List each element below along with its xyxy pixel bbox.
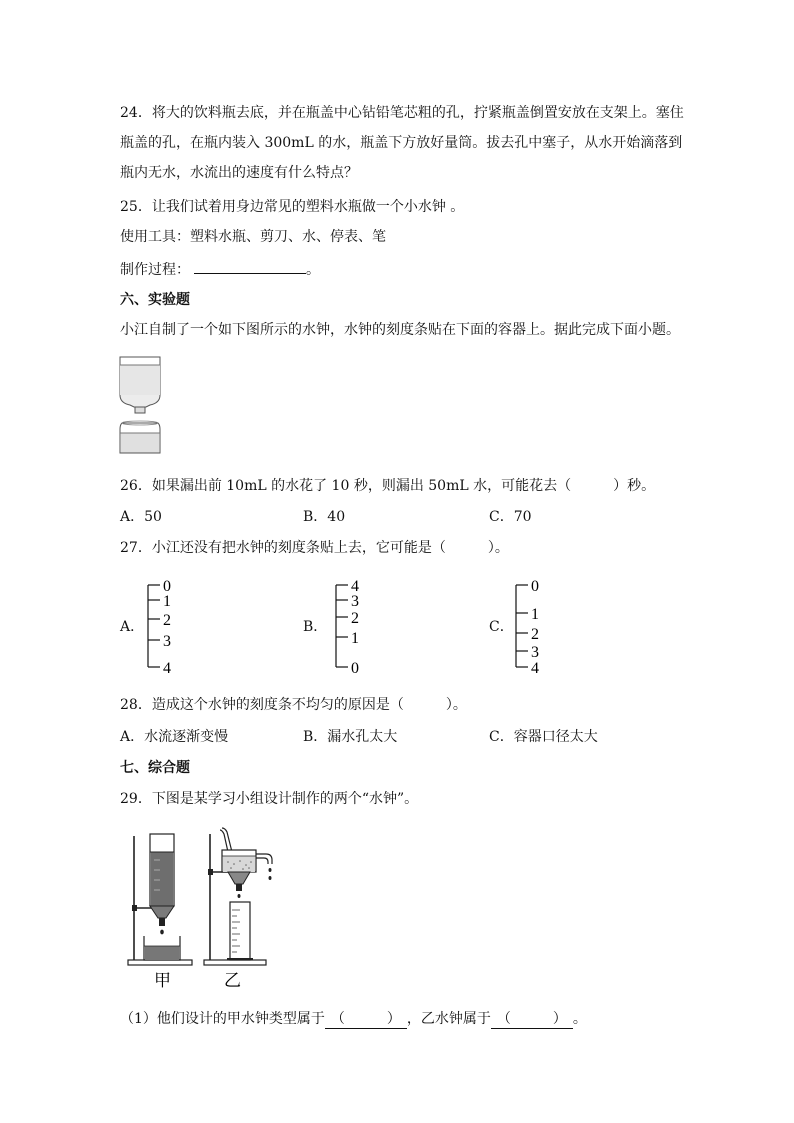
scale-a-tick-2: 2 [163, 612, 171, 629]
q25-line1: 25．让我们试着用身边常见的塑料水瓶做一个小水钟 。 [120, 199, 465, 215]
q24-line2: 瓶盖的孔，在瓶内装入 300mL 的水，瓶盖下方放好量筒。拔去孔中塞子，从水开始滴落到 [120, 135, 683, 151]
q27-option-b-scale[interactable] [330, 575, 374, 679]
q25-tools: 使用工具：塑料水瓶、剪刀、水、停表、笔 [120, 229, 386, 245]
q29-sub1-text-a: （1）他们设计的甲水钟类型属于 [120, 1011, 325, 1027]
q27-option-a-letter[interactable]: A． [120, 619, 145, 635]
scale-c-tick-4: 4 [531, 660, 539, 677]
scale-b-tick-3: 1 [351, 630, 359, 647]
q25-answer-blank[interactable] [194, 259, 306, 274]
scale-b-tick-2: 2 [351, 610, 359, 627]
label-jia: 甲 [154, 971, 171, 990]
q25-process [120, 259, 320, 279]
scale-c-tick-2: 2 [531, 626, 539, 643]
q27-option-c-letter[interactable]: C． [489, 619, 514, 635]
q29-stem: 29．下图是某学习小组设计制作的两个“水钟”。 [120, 791, 419, 807]
q27-option-a-scale[interactable] [142, 575, 186, 679]
q26-option-c[interactable]: C．70 [489, 509, 532, 525]
q29-sub1-text-c: 。 [572, 1011, 587, 1027]
q29-sub1-blank-2[interactable]: （ ） [491, 1010, 573, 1029]
q27-option-b-letter[interactable]: B． [303, 619, 328, 635]
q28-option-a[interactable]: A．水流逐渐变慢 [120, 729, 229, 745]
q28-stem: 28．造成这个水钟的刻度条不均匀的原因是（ ）。 [120, 697, 467, 713]
scale-c-tick-3: 3 [531, 644, 539, 661]
q27-option-c-scale[interactable] [510, 575, 554, 679]
scale-a-tick-3: 3 [163, 633, 171, 650]
scale-b-tick-0: 4 [351, 578, 359, 595]
q25-process-end: 。 [306, 262, 320, 278]
q26-option-b[interactable]: B．40 [303, 509, 346, 525]
q24-line1: 24．将大的饮料瓶去底，并在瓶盖中心钻铅笔芯粗的孔，拧紧瓶盖倒置安放在支架上。塞住 [120, 105, 684, 121]
q29-sub1-blank-1[interactable]: （ ） [325, 1010, 407, 1029]
water-clock-bottle-figure [116, 355, 166, 457]
q27-stem: 27．小江还没有把水钟的刻度条贴上去，它可能是（ ）。 [120, 540, 509, 556]
scale-a-tick-0: 0 [163, 578, 171, 595]
q26-option-a[interactable]: A．50 [120, 509, 162, 525]
scale-a-tick-4: 4 [163, 660, 171, 677]
scale-c-tick-0: 0 [531, 578, 539, 595]
q29-sub1 [120, 1010, 587, 1029]
label-yi: 乙 [224, 971, 241, 990]
scale-a-tick-1: 1 [163, 593, 171, 610]
scale-b-tick-4: 0 [351, 660, 359, 677]
q29-sub1-text-b: ，乙水钟属于 [406, 1011, 491, 1027]
q28-option-b[interactable]: B．漏水孔太大 [303, 729, 398, 745]
scale-c-tick-1: 1 [531, 606, 539, 623]
q26-stem: 26．如果漏出前 10mL 的水花了 10 秒，则漏出 50mL 水，可能花去（ ）秒。 [120, 478, 656, 494]
scale-b-tick-1: 3 [351, 593, 359, 610]
q24-line3: 瓶内无水，水流出的速度有什么特点？ [120, 165, 358, 181]
water-clocks-figure [124, 826, 284, 994]
section6-title: 六、实验题 [120, 292, 190, 308]
q28-option-c[interactable]: C．容器口径太大 [489, 729, 598, 745]
q25-process-label: 制作过程： [120, 262, 190, 278]
section6-intro: 小江自制了一个如下图所示的水钟，水钟的刻度条贴在下面的容器上。据此完成下面小题。 [120, 322, 680, 338]
section7-title: 七、综合题 [120, 760, 190, 776]
